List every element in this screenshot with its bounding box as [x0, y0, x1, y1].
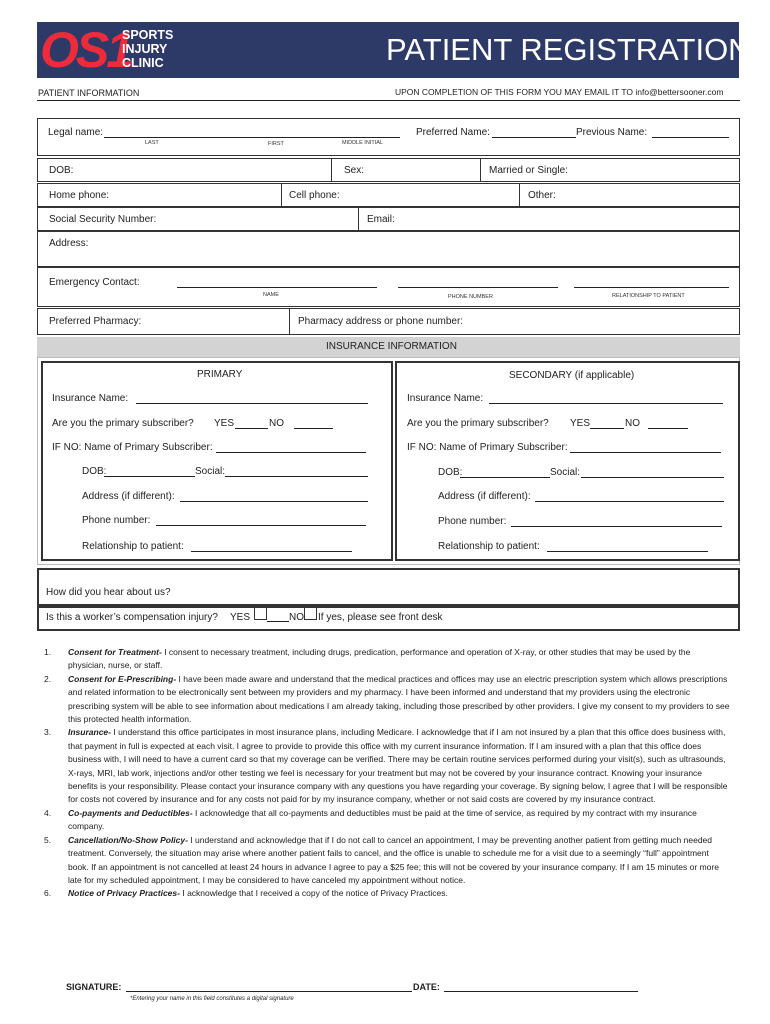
consent-item — [44, 673, 730, 727]
consent-text: I acknowledge that all co-payments and deductibles must be paid at the time of service, as required by my contract with my insurance company. — [68, 807, 697, 832]
secondary-subscriber-label: Are you the primary subscriber? — [407, 418, 549, 429]
previous-name-input[interactable] — [652, 137, 729, 138]
divider — [331, 158, 332, 182]
secondary-no-label: NO — [625, 418, 640, 429]
consent-title: Consent for Treatment- — [68, 647, 162, 657]
consent-list — [44, 646, 730, 901]
wc-yes-label: YES — [230, 612, 251, 623]
divider — [480, 158, 481, 182]
cell-phone-label: Cell phone: — [289, 190, 340, 201]
primary-phone-input[interactable] — [156, 525, 366, 526]
primary-no-label: NO — [269, 418, 284, 429]
consent-item — [44, 887, 730, 900]
primary-dob-label: DOB: — [82, 466, 107, 477]
page-title: PATIENT REGISTRATION — [386, 32, 751, 67]
date-label: DATE: — [413, 982, 440, 992]
pharmacy-address-label: Pharmacy address or phone number: — [298, 316, 464, 327]
primary-insurance-box — [41, 361, 393, 561]
sex-label: Sex: — [344, 165, 365, 176]
address-row — [37, 231, 740, 267]
primary-dob-input[interactable] — [104, 476, 195, 477]
primary-ins-name-input[interactable] — [136, 403, 368, 404]
wc-no-label: NO — [289, 612, 304, 623]
dob-label: DOB: — [49, 165, 74, 176]
consent-text: I have been made aware and understand that the medical practices and offices may use an electric prescription system which allows prescriptions and related information to be electronically sent between my providers and my pharmacy. I have been informed and understand that my providers using the electronic prescribing system will be able to see information about medications I am already taking, including those prescribed by other providers. I give my consent to my providers to see this protected health information. — [68, 673, 730, 725]
logo-line-3: CLINIC — [122, 56, 164, 70]
primary-yes-label: YES — [214, 418, 235, 429]
primary-relationship-input[interactable] — [191, 551, 352, 552]
clinic-logo — [40, 22, 174, 78]
logo-number: OS1 — [40, 22, 132, 78]
primary-if-no-label: IF NO: Name of Primary Subscriber: — [52, 442, 213, 453]
address-label: Address: — [49, 238, 89, 249]
secondary-no-input[interactable] — [648, 428, 688, 429]
signature-input[interactable] — [126, 991, 412, 992]
consent-number: 2. — [44, 673, 52, 684]
primary-social-label: Social: — [195, 466, 226, 477]
wc-no-checkbox[interactable] — [304, 607, 317, 620]
secondary-phone-label: Phone number: — [438, 516, 507, 527]
consent-text: I acknowledge that I received a copy of the notice of Privacy Practices. — [179, 888, 448, 899]
consent-title: Notice of Privacy Practices- — [68, 888, 180, 899]
married-label: Married or Single: — [489, 165, 568, 176]
secondary-address-input[interactable] — [535, 501, 724, 502]
primary-relationship-label: Relationship to patient: — [82, 541, 184, 552]
secondary-if-no-label: IF NO: Name of Primary Subscriber: — [407, 442, 568, 453]
primary-yes-input[interactable] — [235, 428, 268, 429]
wc-note: If yes, please see front desk — [318, 612, 443, 623]
signature-note: *Entering your name in this field constitutes a digital signature — [130, 996, 294, 1002]
wc-yes-checkbox[interactable] — [254, 607, 267, 620]
secondary-ins-name-label: Insurance Name: — [407, 393, 484, 404]
emergency-phone-input[interactable] — [398, 287, 558, 288]
pharmacy-label: Preferred Pharmacy: — [49, 316, 142, 327]
signature-label: SIGNATURE: — [66, 982, 122, 992]
consent-title: Co-payments and Deductibles- — [68, 807, 193, 818]
primary-subscriber-label: Are you the primary subscriber? — [52, 418, 194, 429]
consent-number: 4. — [44, 807, 52, 818]
secondary-relationship-input[interactable] — [547, 551, 708, 552]
secondary-social-input[interactable] — [581, 477, 724, 478]
consent-title: Insurance- — [68, 727, 111, 738]
legal-name-label: Legal name: — [48, 127, 104, 138]
secondary-yes-input[interactable] — [590, 428, 624, 429]
emergency-relationship-input[interactable] — [574, 287, 729, 288]
home-phone-label: Home phone: — [49, 190, 110, 201]
secondary-insurance-box — [395, 361, 740, 561]
ssn-label: Social Security Number: — [49, 214, 157, 225]
secondary-address-label: Address (if different): — [438, 491, 531, 502]
consent-number: 1. — [44, 647, 52, 657]
logo-line-2: INJURY — [122, 42, 168, 56]
insurance-title: INSURANCE INFORMATION — [326, 341, 457, 352]
preferred-name-input[interactable] — [492, 137, 576, 138]
secondary-yes-label: YES — [570, 418, 591, 429]
name-caption: NAME — [263, 292, 279, 298]
primary-address-label: Address (if different): — [82, 491, 175, 502]
divider — [289, 308, 290, 335]
divider — [519, 183, 520, 207]
primary-no-input[interactable] — [294, 428, 333, 429]
consent-text: I understand this office participates in most insurance plans, including Medicare. I acknowledge that if I am not insured by a plan that this office does business with, that payment in full is expected at each visit. I agree to provide to provide this office with my current insurance information. If I am insured with a plan that this office does business with, I will need to have a current card so that my coverage can be verified. There may be certain routine services performed during your visit(s), such as ultrasounds, X-rays, MRI, lab work, injections and/or other testing we feel is necessary for your treatment but may not be covered by your insurance contract. Knowing your insurance benefits is your responsibility. Please contact your insurance company with any questions you have regarding your coverage. By signing below, I agree that I will be responsible for costs not covered by insurance and for any costs not paid for by my insurance company, whether or not said costs are covered by my insurance contract. — [68, 727, 728, 805]
emergency-name-input[interactable] — [177, 287, 377, 288]
email-label: Email: — [367, 214, 395, 225]
consent-title: Cancellation/No-Show Policy- — [68, 834, 188, 845]
secondary-dob-label: DOB: — [438, 467, 463, 478]
date-input[interactable] — [444, 991, 638, 992]
consent-title: Consent for E-Prescribing- — [68, 673, 177, 684]
primary-address-input[interactable] — [180, 501, 368, 502]
last-label: LAST — [145, 140, 159, 146]
hear-about-label: How did you hear about us? — [46, 587, 171, 598]
secondary-dob-input[interactable] — [460, 477, 550, 478]
consent-number: 5. — [44, 834, 52, 845]
workers-comp-label: Is this a worker’s compensation injury? — [46, 612, 218, 623]
patient-info-label: PATIENT INFORMATION — [38, 88, 140, 98]
previous-name-label: Previous Name: — [576, 127, 648, 138]
legal-name-input[interactable] — [104, 137, 400, 138]
logo-text — [122, 28, 173, 70]
secondary-relationship-label: Relationship to patient: — [438, 541, 540, 552]
primary-label: PRIMARY — [197, 369, 243, 380]
secondary-social-label: Social: — [550, 467, 581, 478]
wc-yes-line — [267, 621, 289, 622]
consent-item — [44, 834, 730, 888]
consent-item — [44, 807, 730, 834]
primary-social-input[interactable] — [225, 476, 368, 477]
consent-text: I consent to necessary treatment, including drugs, predication, performance and operation of X-ray, or other studies that may be used by the physician, nurse, or staff. — [68, 647, 691, 671]
primary-phone-label: Phone number: — [82, 515, 151, 526]
consent-item — [44, 726, 730, 806]
email-note: UPON COMPLETION OF THIS FORM YOU MAY EMAIL IT TO info@bettersooner.com — [395, 87, 724, 97]
divider — [358, 207, 359, 231]
consent-text: I understand and acknowledge that if I do not call to cancel an appointment, I may be preventing another patient from getting much needed treatment. Conversely, the situation may arise where another patient fails to cancel, and the office is unable to schedule me for a visit due to a seemingly “full” appointment book. If an appointment is not cancelled at least 24 hours in advance I agree to pay a $25 fee; this will not be covered by your insurance company. If I am 15 minutes or more late for my scheduled appointment, I may be considered to have canceled my appointment without notice. — [68, 834, 719, 885]
first-label: FIRST — [268, 141, 284, 147]
divider — [281, 183, 282, 207]
secondary-ins-name-input[interactable] — [489, 403, 723, 404]
consent-number: 3. — [44, 727, 52, 738]
primary-subscriber-name-input[interactable] — [216, 452, 366, 453]
secondary-label: SECONDARY (if applicable) — [509, 370, 635, 381]
logo-line-1: SPORTS — [122, 28, 174, 42]
other-phone-label: Other: — [528, 190, 556, 201]
relationship-caption: RELATIONSHIP TO PATIENT — [612, 293, 685, 299]
dob-row — [37, 158, 740, 182]
phone-row — [37, 183, 740, 207]
secondary-phone-input[interactable] — [511, 526, 722, 527]
preferred-name-label: Preferred Name: — [416, 127, 490, 138]
divider — [37, 100, 740, 101]
middle-label: MIDDLE INITIAL — [342, 140, 383, 146]
phone-caption: PHONE NUMBER — [448, 294, 493, 300]
consent-item — [44, 646, 730, 673]
primary-ins-name-label: Insurance Name: — [52, 393, 129, 404]
secondary-subscriber-name-input[interactable] — [570, 452, 721, 453]
emergency-label: Emergency Contact: — [49, 277, 140, 288]
consent-number: 6. — [44, 888, 52, 899]
